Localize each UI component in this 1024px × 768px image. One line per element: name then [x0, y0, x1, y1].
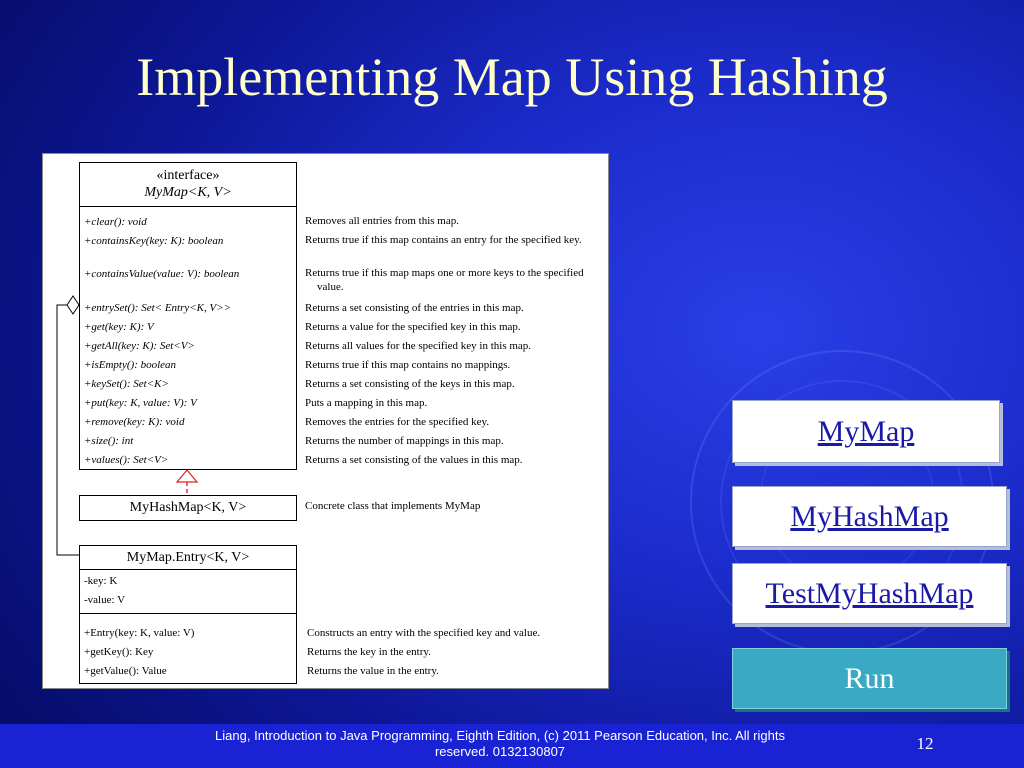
- desc-remove: Removes the entries for the specified key.: [305, 416, 490, 428]
- divider: [80, 206, 296, 207]
- composition-line: [57, 305, 79, 555]
- footer-bar: [0, 724, 1024, 768]
- desc-entry-constructor: Constructs an entry with the specified key and value.: [307, 627, 541, 639]
- desc-get: Returns a value for the specified key in this map.: [305, 321, 521, 333]
- field-key: -key: K: [84, 575, 118, 587]
- desc-put: Puts a mapping in this map.: [305, 397, 428, 409]
- desc-containsvalue: Returns true if this map maps one or more keys to the specified value.: [305, 267, 584, 293]
- method-values: +values(): Set<V>: [84, 454, 169, 466]
- desc-getkey: Returns the key in the entry.: [307, 646, 431, 658]
- desc-size: Returns the number of mappings in this map.: [305, 435, 504, 447]
- desc-getall: Returns all values for the specified key in this map.: [305, 340, 532, 352]
- method-get: +get(key: K): V: [84, 321, 154, 333]
- mymap-interface-box: [79, 162, 297, 470]
- method-keyset: +keySet(): Set<K>: [84, 378, 169, 390]
- myhashmap-class-box: [79, 495, 297, 521]
- method-put: +put(key: K, value: V): V: [84, 397, 197, 409]
- method-containskey: +containsKey(key: K): boolean: [84, 235, 224, 247]
- run-button[interactable]: Run: [732, 648, 1007, 709]
- method-containsvalue: +containsValue(value: V): boolean: [84, 268, 240, 280]
- page-number: 12: [916, 734, 934, 753]
- method-entryset: +entrySet(): Set< Entry<K, V>>: [84, 302, 232, 314]
- slide-title: Implementing Map Using Hashing: [136, 47, 888, 107]
- entry-class-box: [79, 545, 297, 684]
- method-getvalue: +getValue(): Value: [84, 665, 167, 677]
- method-getkey: +getKey(): Key: [84, 646, 154, 658]
- myhashmap-link-button[interactable]: MyHashMap: [732, 486, 1007, 547]
- uml-diagram: [42, 153, 609, 689]
- method-size: +size(): int: [84, 435, 134, 447]
- desc-getvalue: Returns the value in the entry.: [307, 665, 439, 677]
- desc-entryset: Returns a set consisting of the entries in this map.: [305, 302, 524, 314]
- entry-class-name: MyMap.Entry<K, V>: [126, 550, 250, 565]
- method-entry-constructor: +Entry(key: K, value: V): [84, 627, 195, 639]
- testmyhashmap-link-button[interactable]: TestMyHashMap: [732, 563, 1007, 624]
- desc-keyset: Returns a set consisting of the keys in this map.: [305, 378, 515, 390]
- desc-values: Returns a set consisting of the values in this map.: [305, 454, 523, 466]
- interface-stereotype: «interface»: [156, 168, 220, 183]
- footer-copyright: Liang, Introduction to Java Programming, Eighth Edition, (c) 2011 Pearson Education, Inc. All rights reserved. 0132130807: [215, 728, 785, 759]
- composition-diamond-icon: [67, 296, 79, 314]
- method-remove: +remove(key: K): void: [84, 416, 185, 428]
- field-value: -value: V: [84, 594, 126, 606]
- method-clear: +clear(): void: [84, 216, 147, 228]
- divider: [80, 569, 296, 570]
- realization-arrowhead-icon: [177, 470, 197, 482]
- interface-name: MyMap<K, V>: [144, 185, 232, 200]
- method-getall: +getAll(key: K): Set<V>: [84, 340, 195, 352]
- myhashmap-class-name: MyHashMap<K, V>: [129, 500, 247, 515]
- desc-containskey: Returns true if this map contains an entry for the specified key.: [305, 234, 582, 246]
- desc-isempty: Returns true if this map contains no mappings.: [305, 359, 511, 371]
- mymap-link-button[interactable]: MyMap: [732, 400, 1000, 463]
- method-isempty: +isEmpty(): boolean: [84, 359, 177, 371]
- divider: [80, 613, 296, 614]
- desc-myhashmap: Concrete class that implements MyMap: [305, 500, 481, 512]
- desc-clear: Removes all entries from this map.: [305, 215, 459, 227]
